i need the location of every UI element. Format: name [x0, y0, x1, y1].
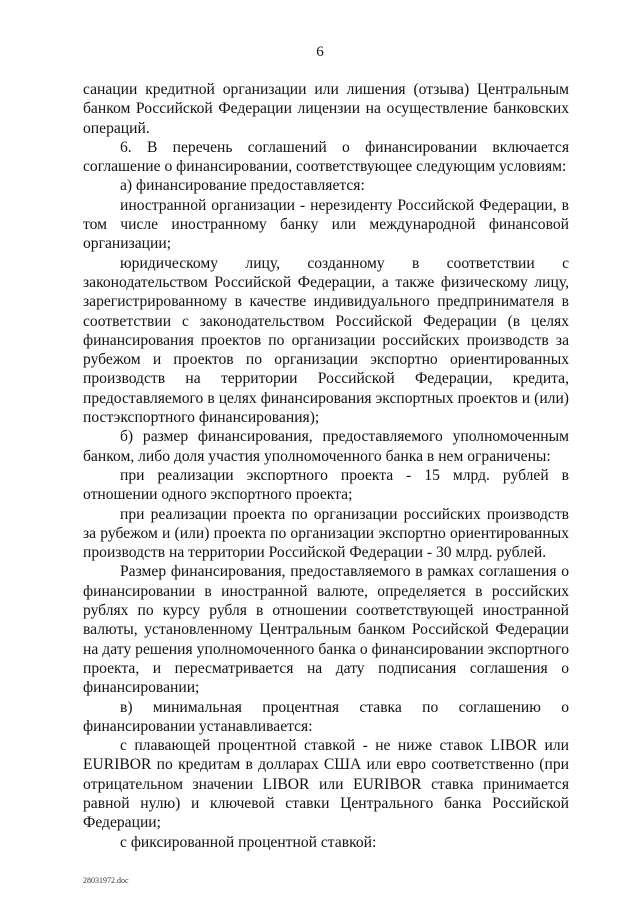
paragraph: иностранной организации - нерезиденту Российской Федерации, в том числе иностранному банку или международной финансовой организации; — [83, 196, 569, 253]
paragraph: а) финансирование предоставляется: — [120, 177, 365, 195]
paragraph: санации кредитной организации или лишения (отзыва) Центральным банком Российской Федерации лицензии на осуществление банковских операций. — [83, 81, 569, 137]
paragraph: Размер финансирования, предоставляемого в рамках соглашения о финансировании в иностранной валюте, определяется в российских рублях по курсу рубля в отношении соответствующей иностранной валюты, установленному Центральным банком Российской Федерации на дату решения уполномоченного банка о финансировании экспортного проекта, и пересматривается на дату подписания соглашения о финансировании; — [83, 563, 569, 697]
paragraph: юридическому лицу, созданному в соответствии с законодательством Российской Федерации, а также физическому лицу, зарегистрированному в качестве индивидуального предпринимателя в соответствии с законодательством Российской Федерации (в целях финансирования проектов по организации российских производств за рубежом и проектов по организации экспортно ориентированных производств на территории Российской Федерации, кредита, предоставляемого в целях финансирования экспортных проектов и (или) постэкспортного финансирования); — [83, 254, 569, 427]
paragraph: с плавающей процентной ставкой - не ниже ставок LIBOR или EURIBOR по кредитам в долларах США или евро соответственно (при отрицательном значении LIBOR или EURIBOR ставка принимается равной нулю) и ключевой ставки Центрального банка Российской Федерации; — [83, 737, 569, 832]
footer-filename: 28031972.doc — [83, 876, 129, 885]
paragraph: при реализации экспортного проекта - 15 млрд. рублей в отношении одного экспортного проекта; — [83, 466, 569, 504]
paragraph: при реализации проекта по организации российских производств за рубежом и (или) проекта по организации экспортно ориентированных производств на территории Российской Федерации - 30 млрд. рублей. — [83, 505, 569, 562]
document-body — [83, 80, 569, 852]
paragraph: с фиксированной процентной ставкой: — [120, 833, 377, 851]
paragraph: б) размер финансирования, предоставляемого уполномоченным банком, либо доля участия уполномоченного банка в нем ограничены: — [83, 428, 569, 465]
paragraph: 6. В перечень соглашений о финансировании включается соглашение о финансировании, соответствующее следующим условиям: — [83, 138, 569, 176]
paragraph: в) минимальная процентная ставка по соглашению о финансировании устанавливается: — [83, 698, 569, 735]
page-number: 6 — [316, 44, 324, 60]
